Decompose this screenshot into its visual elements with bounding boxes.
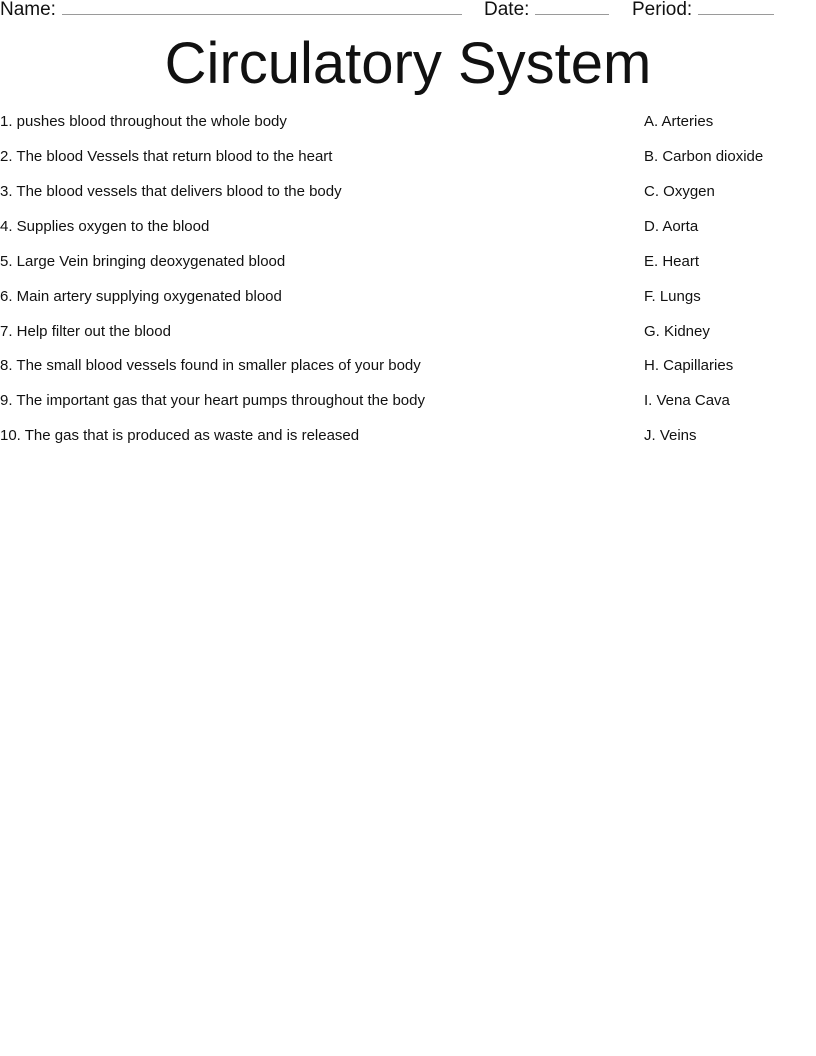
date-label: Date: [484, 0, 530, 20]
answer-item: B. Carbon dioxide [644, 148, 764, 165]
question-item: 2. The blood Vessels that return blood to the heart [0, 148, 333, 165]
worksheet-header [0, 0, 816, 22]
question-item: 5. Large Vein bringing deoxygenated blood [0, 253, 286, 270]
question-item: 7. Help filter out the blood [0, 323, 171, 340]
name-blank-line[interactable] [62, 0, 462, 15]
question-item: 1. pushes blood throughout the whole body [0, 113, 287, 130]
answer-item: E. Heart [644, 253, 700, 270]
date-field[interactable] [484, 0, 609, 21]
date-blank-line[interactable] [535, 0, 609, 15]
name-label: Name: [0, 0, 56, 20]
answer-item: D. Aorta [644, 218, 699, 235]
name-field[interactable] [0, 0, 462, 21]
period-blank-line[interactable] [698, 0, 774, 15]
question-item: 4. Supplies oxygen to the blood [0, 218, 210, 235]
answer-item: J. Veins [644, 427, 697, 444]
answer-item: C. Oxygen [644, 183, 715, 200]
question-item: 8. The small blood vessels found in smaller places of your body [0, 357, 421, 374]
answer-item: H. Capillaries [644, 357, 734, 374]
answer-item: A. Arteries [644, 113, 714, 130]
question-item: 6. Main artery supplying oxygenated blood [0, 288, 282, 305]
period-label: Period: [632, 0, 693, 20]
question-item: 3. The blood vessels that delivers blood to the body [0, 183, 342, 200]
answer-item: F. Lungs [644, 288, 701, 305]
page-title: Circulatory System [164, 31, 652, 96]
question-item: 9. The important gas that your heart pumps throughout the body [0, 392, 425, 409]
period-field[interactable] [632, 0, 774, 21]
question-item: 10. The gas that is produced as waste and is released [0, 427, 360, 444]
answer-item: I. Vena Cava [644, 392, 730, 409]
answer-item: G. Kidney [644, 323, 710, 340]
